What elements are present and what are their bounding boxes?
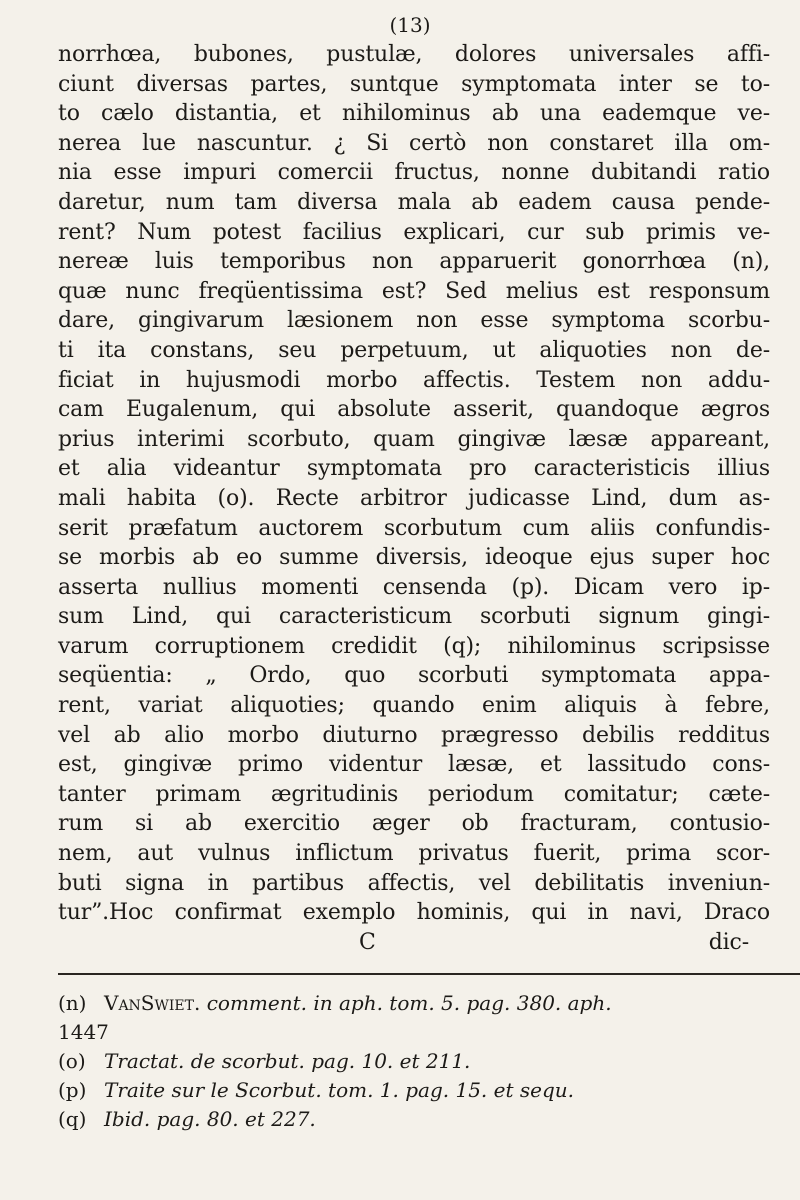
text-line: ciunt diversas partes, suntque symptomata inter se to- bbox=[58, 71, 770, 97]
footnotes bbox=[58, 989, 770, 1134]
text-line: varum corruptionem credidit (q); nihilominus scripsisse bbox=[58, 633, 770, 659]
footnote-mark: (o) bbox=[58, 1049, 86, 1074]
footnote-reference: Tractat. de scorbut. pag. 10. et 211. bbox=[104, 1049, 471, 1074]
footnote bbox=[58, 1018, 770, 1047]
footnote-reference: Traite sur le Scorbut. tom. 1. pag. 15. et sequ. bbox=[104, 1078, 575, 1103]
text-line: daretur, num tam diversa mala ab eadem causa pende- bbox=[58, 189, 770, 215]
text-line: norrhœa, bubones, pustulæ, dolores universales affi- bbox=[58, 42, 770, 67]
footnote bbox=[58, 989, 770, 1018]
text-line: ficiat in hujusmodi morbo affectis. Testem non addu- bbox=[58, 367, 770, 393]
text-line: cam Eugalenum, qui absolute asserit, quandoque ægros bbox=[58, 397, 770, 423]
footnote-continuation: 1447 bbox=[58, 1020, 109, 1045]
text-line: rum si ab exercitio æger ob fracturam, contusio- bbox=[58, 811, 770, 837]
catchword: dic- bbox=[708, 929, 749, 955]
text-line: buti signa in partibus affectis, vel debilitatis inveniun- bbox=[58, 870, 770, 896]
text-line: est, gingivæ primo videntur læsæ, et lassitudo cons- bbox=[58, 752, 770, 778]
text-line: seqüentia: „ Ordo, quo scorbuti symptomata appa- bbox=[58, 663, 770, 689]
footnote-mark: (q) bbox=[58, 1107, 87, 1132]
footnote-divider bbox=[58, 973, 800, 975]
text-line: nereæ luis temporibus non apparuerit gonorrhœa (n), bbox=[58, 249, 770, 275]
page-number: (13) bbox=[389, 13, 431, 37]
text-line: vel ab alio morbo diuturno prægresso debilis redditus bbox=[58, 722, 770, 748]
footnote-reference: comment. in aph. tom. 5. pag. 380. aph. bbox=[206, 991, 612, 1016]
text-line: nem, aut vulnus inflictum privatus fuerit, prima scor- bbox=[58, 841, 770, 867]
signature-line bbox=[58, 928, 770, 958]
text-line: nia esse impuri comercii fructus, nonne dubitandi ratio bbox=[58, 160, 770, 186]
signature-mark: C bbox=[359, 929, 376, 955]
text-line: mali habita (o). Recte arbitror judicasse Lind, dum as- bbox=[58, 485, 770, 511]
text-line: nerea lue nascuntur. ¿ Si certò non constaret illa om- bbox=[58, 130, 770, 156]
text-line: et alia videantur symptomata pro caracteristicis illius bbox=[58, 456, 770, 482]
text-line: se morbis ab eo summe diversis, ideoque ejus super hoc bbox=[58, 545, 770, 571]
footnote-reference: Ibid. pag. 80. et 227. bbox=[104, 1107, 316, 1132]
footnote bbox=[58, 1105, 770, 1134]
footnote-mark: (p) bbox=[58, 1078, 87, 1103]
footnote bbox=[58, 1047, 770, 1076]
footnote bbox=[58, 1076, 770, 1105]
text-line: sum Lind, qui caracteristicum scorbuti signum gingi- bbox=[58, 604, 770, 630]
text-line: tanter primam ægritudinis periodum comitatur; cæte- bbox=[58, 781, 770, 807]
text-line: rent? Num potest facilius explicari, cur sub primis ve- bbox=[58, 219, 770, 245]
footnote-author: VanSwiet. bbox=[104, 991, 201, 1016]
text-line: prius interimi scorbuto, quam gingivæ læsæ appareant, bbox=[58, 426, 770, 452]
text-line: quæ nunc freqüentissima est? Sed melius est responsum bbox=[58, 278, 770, 304]
text-line: asserta nullius momenti censenda (p). Dicam vero ip- bbox=[58, 574, 770, 600]
text-line: ti ita constans, seu perpetuum, ut aliquoties non de- bbox=[58, 337, 770, 363]
text-line: dare, gingivarum læsionem non esse symptoma scorbu- bbox=[58, 308, 770, 334]
body-text bbox=[58, 40, 770, 957]
text-line: tur”.Hoc confirmat exemplo hominis, qui in navi, Draco bbox=[58, 900, 770, 926]
text-line: to cælo distantia, et nihilominus ab una eademque ve- bbox=[58, 101, 770, 127]
text-line: rent, variat aliquoties; quando enim aliquis à febre, bbox=[58, 693, 770, 719]
footnote-mark: (n) bbox=[58, 991, 87, 1016]
text-line: serit præfatum auctorem scorbutum cum aliis confundis- bbox=[58, 515, 770, 541]
